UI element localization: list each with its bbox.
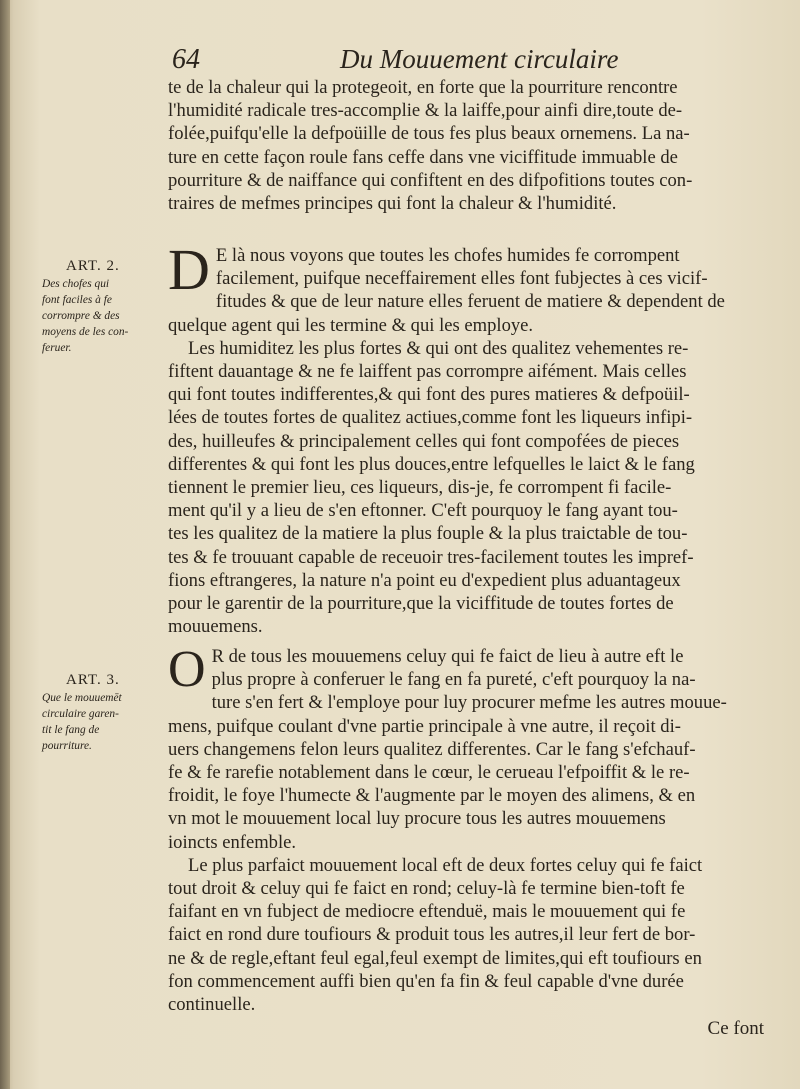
text-line: des, huilleufes & principalement celles qui font compofées de pieces bbox=[168, 430, 680, 452]
text-line: ture en cette façon roule fans ceffe dans vne viciffitude immuable de bbox=[168, 146, 678, 168]
text-line: pourriture & de naiffance qui confiftent en des difpofitions toutes con- bbox=[168, 169, 693, 191]
margin-note-line: moyens de les con- bbox=[42, 326, 129, 338]
text-line: tout droit & celuy qui fe faict en rond; celuy-là fe termine bien-toft fe bbox=[168, 878, 685, 900]
text-line: vn mot le mouuement local luy procure tous les autres mouuemens bbox=[168, 808, 666, 830]
text-line: fe & fe rarefie notablement dans le cœur, le cerueau l'efpoiffit & le re- bbox=[168, 762, 690, 784]
text-line: Les humiditez les plus fortes & qui ont des qualitez vehementes re- bbox=[188, 337, 689, 359]
margin-note-line: tit le fang de bbox=[42, 724, 100, 736]
text-line: uers changemens felon leurs qualitez differentes. Car le fang s'efchauf- bbox=[168, 738, 696, 760]
text-line: tes les qualitez de la matiere la plus fouple & la plus traictable de tou- bbox=[168, 523, 688, 545]
margin-note-art-3 bbox=[42, 672, 170, 754]
catchword: Ce font bbox=[707, 1018, 764, 1039]
drop-capital: D bbox=[168, 237, 210, 302]
text-line: lées de toutes fortes de qualitez actiues,comme font les liqueurs infipi- bbox=[168, 407, 693, 429]
text-line: mens, puifque coulant d'vne partie principale à vne autre, il reçoit di- bbox=[168, 715, 681, 737]
text-line: te de la chaleur qui la protegeoit, en forte que la pourriture rencontre bbox=[168, 77, 678, 98]
margin-note-line: font faciles à fe bbox=[42, 294, 112, 306]
text-line: ment qu'il y a lieu de s'en eftonner. C'eft pourquoy le fang ayant tou- bbox=[168, 500, 678, 522]
text-line: faict en rond dure toufiours & produit tous les autres,il leur fert de bor- bbox=[168, 924, 696, 946]
text-line: R de tous les mouuemens celuy qui fe faict de lieu à autre eft le bbox=[211, 646, 684, 667]
text-line: differentes & qui font les plus douces,entre lefquelles le laict & le fang bbox=[168, 453, 695, 475]
text-line: pour le garentir de la pourriture,que la viciffitude de toutes fortes de bbox=[168, 593, 674, 615]
margin-note-line: circulaire garen- bbox=[42, 708, 119, 720]
text-line: fon commencement auffi bien qu'en fa fin & feul capable d'vne durée bbox=[168, 970, 684, 992]
text-line: fions eftrangeres, la nature n'a point eu d'expedient plus aduantageux bbox=[168, 569, 681, 591]
text-line: mouuemens. bbox=[168, 616, 263, 638]
intro-paragraph bbox=[168, 76, 776, 215]
margin-note-art-2 bbox=[42, 258, 170, 356]
book-spine bbox=[0, 0, 10, 1089]
page-number: 64 bbox=[172, 44, 200, 75]
drop-capital: O bbox=[168, 641, 206, 698]
margin-note-line: Des chofes qui bbox=[42, 278, 110, 290]
text-line: facilement, puifque neceffairement elles font fubjectes à ces vicif- bbox=[215, 268, 708, 290]
margin-note-line: corrompre & des bbox=[42, 310, 120, 322]
margin-note-line: pourriture. bbox=[42, 740, 92, 752]
article-3-text bbox=[168, 641, 776, 1016]
text-line: froidit, le foye l'humecte & l'augmente par le moyen des alimens, & en bbox=[168, 785, 696, 807]
page-header bbox=[170, 44, 770, 80]
margin-note-line: feruer. bbox=[42, 342, 72, 354]
article-2-text bbox=[168, 237, 776, 638]
text-line: faifant en vn fubject de mediocre eftenduë, mais le mouuement qui fe bbox=[168, 901, 686, 923]
text-line: ioincts enfemble. bbox=[168, 831, 297, 853]
text-line: tiennent le premier lieu, ces liqueurs, dis-je, fe corrompent fi facile- bbox=[168, 477, 672, 499]
text-line: quelque agent qui les termine & qui les employe. bbox=[168, 314, 534, 336]
text-line: traires de mefmes principes qui font la chaleur & l'humidité. bbox=[168, 193, 617, 215]
article-label: ART. 3. bbox=[66, 672, 120, 688]
running-title: Du Mouuement circulaire bbox=[340, 44, 619, 74]
text-line: fiftent dauantage & ne fe laiffent pas corrompre aifément. Mais celles bbox=[168, 361, 687, 383]
text-line: l'humidité radicale tres-accomplie & la laiffe,pour ainfi dire,toute de- bbox=[168, 100, 683, 122]
text-line: folée,puifqu'elle la defpoüille de tous fes plus beaux ornemens. La na- bbox=[168, 123, 690, 145]
margin-note-line: Que le mouuemēt bbox=[42, 692, 122, 704]
text-line: continuelle. bbox=[168, 994, 256, 1016]
text-line: ne & de regle,eftant feul egal,feul exempt de limites,qui eft toufiours en bbox=[168, 947, 702, 969]
text-line: tes & fe trouuant capable de receuoir tres-facilement toutes les impref- bbox=[168, 546, 694, 568]
text-line: plus propre à conferuer le fang en fa pureté, c'eft pourquoy la na- bbox=[211, 669, 696, 691]
text-line: qui font toutes indifferentes,& qui font des pures matieres & defpoüil- bbox=[168, 384, 690, 406]
text-line: Le plus parfaict mouuement local eft de deux fortes celuy qui fe faict bbox=[188, 854, 703, 876]
text-line: E là nous voyons que toutes les chofes humides fe corrompent bbox=[215, 245, 680, 266]
text-line: fitudes & que de leur nature elles feruent de matiere & dependent de bbox=[215, 291, 725, 313]
article-label: ART. 2. bbox=[66, 258, 120, 274]
text-line: ture s'en fert & l'employe pour luy procurer mefme les autres mouue- bbox=[211, 692, 727, 714]
